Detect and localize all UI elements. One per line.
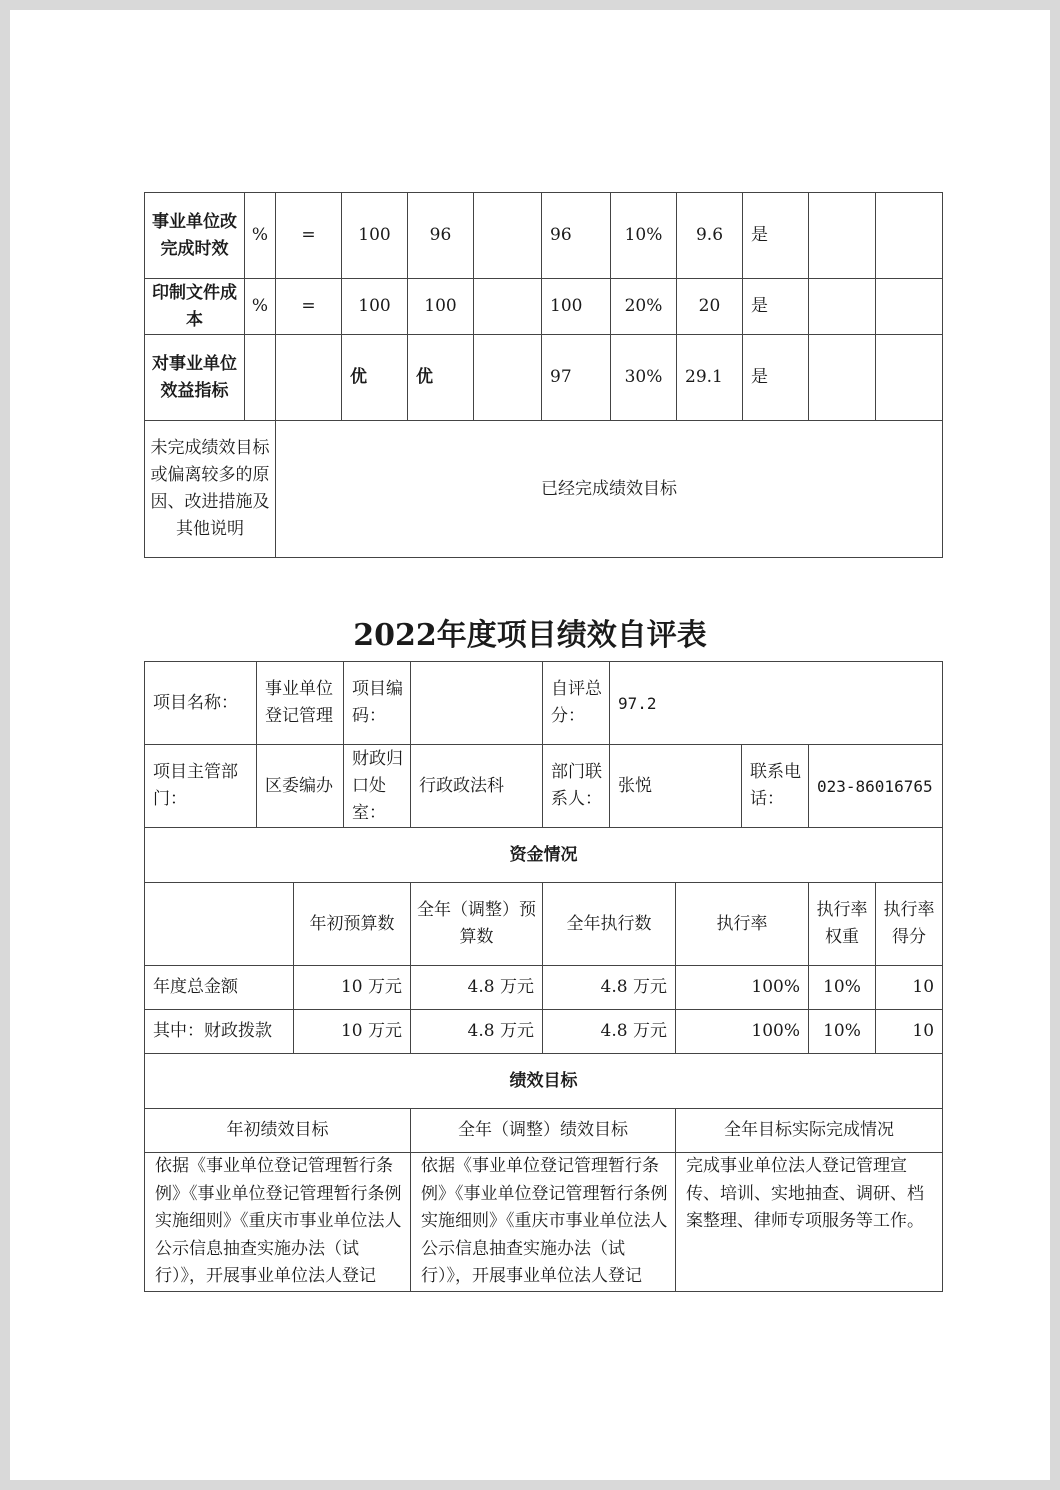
project-code-label: 项目编码：	[344, 662, 411, 745]
indicator-done: 是	[743, 193, 809, 279]
goals-content-row	[145, 1153, 943, 1292]
dept-label: 项目主管部门：	[145, 745, 257, 828]
goals-section-title: 绩效目标	[145, 1054, 943, 1109]
indicator-score: 9.6	[677, 193, 743, 279]
indicator-year-target: 优	[408, 335, 474, 421]
indicator-actual: 100	[542, 279, 611, 335]
funds-header-rate: 执行率	[676, 883, 809, 966]
indicator-unit	[245, 335, 276, 421]
funds-row-label: 年度总金额	[145, 966, 294, 1010]
remark-value: 已经完成绩效目标	[276, 421, 943, 558]
form-title: 2022年度项目绩效自评表	[353, 618, 707, 653]
department-row	[145, 745, 943, 828]
total-score-label: 自评总分：	[543, 662, 610, 745]
empty-cell	[809, 193, 876, 279]
table-row	[145, 335, 943, 421]
finance-office-label: 财政归口处室：	[344, 745, 411, 828]
indicator-weight: 10%	[611, 193, 677, 279]
empty-cell	[809, 279, 876, 335]
indicator-target: 100	[342, 193, 408, 279]
remark-label: 未完成绩效目标或偏离较多的原因、改进措施及其他说明	[145, 421, 276, 558]
funds-executed: 4.8 万元	[543, 966, 676, 1010]
phone-label: 联系电话：	[742, 745, 809, 828]
indicator-score: 20	[677, 279, 743, 335]
indicator-year-target: 100	[408, 279, 474, 335]
indicator-name: 事业单位改完成时效	[145, 193, 245, 279]
indicator-name: 对事业单位效益指标	[145, 335, 245, 421]
funds-row-label: 其中：财政拨款	[145, 1010, 294, 1054]
funds-rate: 100%	[676, 1010, 809, 1054]
indicator-unit: %	[245, 193, 276, 279]
goals-header-row	[145, 1109, 943, 1153]
goal-initial-text: 依据《事业单位登记管理暂行条例》《事业单位登记管理暂行条例实施细则》《重庆市事业单位法人公示信息抽查实施办法（试行）》，开展事业单位法人登记	[145, 1153, 411, 1292]
indicator-weight: 30%	[611, 335, 677, 421]
funds-rate: 100%	[676, 966, 809, 1010]
indicator-year-target: 96	[408, 193, 474, 279]
goals-header-adjusted: 全年（调整）绩效目标	[411, 1109, 676, 1153]
indicator-blank	[474, 335, 542, 421]
goal-adjusted-text: 依据《事业单位登记管理暂行条例》《事业单位登记管理暂行条例实施细则》《重庆市事业单位法人公示信息抽查实施办法（试行）》，开展事业单位法人登记	[411, 1153, 676, 1292]
remark-row	[145, 421, 943, 558]
funds-score: 10	[876, 966, 943, 1010]
funds-header-score: 执行率得分	[876, 883, 943, 966]
goals-header-initial: 年初绩效目标	[145, 1109, 411, 1153]
phone-value: 023-86016765	[809, 745, 943, 828]
funds-adjusted: 4.8 万元	[411, 1010, 543, 1054]
indicator-done: 是	[743, 279, 809, 335]
funds-header-initial: 年初预算数	[294, 883, 411, 966]
indicator-actual: 97	[542, 335, 611, 421]
table-row	[145, 1010, 943, 1054]
indicator-target: 100	[342, 279, 408, 335]
funds-executed: 4.8 万元	[543, 1010, 676, 1054]
indicator-weight: 20%	[611, 279, 677, 335]
empty-cell	[809, 335, 876, 421]
indicator-blank	[474, 193, 542, 279]
table-row	[145, 193, 943, 279]
funds-section-row	[145, 828, 943, 883]
indicator-score: 29.1	[677, 335, 743, 421]
project-name-value: 事业单位登记管理	[257, 662, 344, 745]
funds-initial: 10 万元	[294, 1010, 411, 1054]
total-score-value: 97.2	[610, 662, 943, 745]
empty-cell	[876, 335, 943, 421]
indicator-operator: =	[276, 193, 342, 279]
funds-header-adjusted: 全年（调整）预算数	[411, 883, 543, 966]
goals-header-actual: 全年目标实际完成情况	[676, 1109, 943, 1153]
indicator-actual: 96	[542, 193, 611, 279]
document-page	[10, 10, 1050, 1480]
indicator-blank	[474, 279, 542, 335]
funds-adjusted: 4.8 万元	[411, 966, 543, 1010]
indicator-done: 是	[743, 335, 809, 421]
dept-value: 区委编办	[257, 745, 344, 828]
empty-cell	[876, 279, 943, 335]
funds-header-blank	[145, 883, 294, 966]
table-row	[145, 279, 943, 335]
indicator-name: 印制文件成本	[145, 279, 245, 335]
goal-actual-text: 完成事业单位法人登记管理宣传、培训、实地抽查、调研、档案整理、律师专项服务等工作。	[676, 1153, 943, 1292]
funds-header-executed: 全年执行数	[543, 883, 676, 966]
contact-label: 部门联系人：	[543, 745, 610, 828]
funds-weight: 10%	[809, 966, 876, 1010]
finance-office-value: 行政政法科	[411, 745, 543, 828]
goals-section-row	[145, 1054, 943, 1109]
indicator-operator: =	[276, 279, 342, 335]
funds-initial: 10 万元	[294, 966, 411, 1010]
indicator-table	[144, 192, 943, 558]
project-name-label: 项目名称：	[145, 662, 257, 745]
funds-weight: 10%	[809, 1010, 876, 1054]
indicator-target: 优	[342, 335, 408, 421]
funds-section-title: 资金情况	[145, 828, 943, 883]
funds-header-weight: 执行率权重	[809, 883, 876, 966]
funds-score: 10	[876, 1010, 943, 1054]
empty-cell	[876, 193, 943, 279]
project-code-value	[411, 662, 543, 745]
funds-header-row	[145, 883, 943, 966]
indicator-unit: %	[245, 279, 276, 335]
table-row	[145, 966, 943, 1010]
indicator-operator	[276, 335, 342, 421]
self-evaluation-table	[144, 661, 943, 1292]
project-info-row	[145, 662, 943, 745]
contact-value: 张悦	[610, 745, 742, 828]
